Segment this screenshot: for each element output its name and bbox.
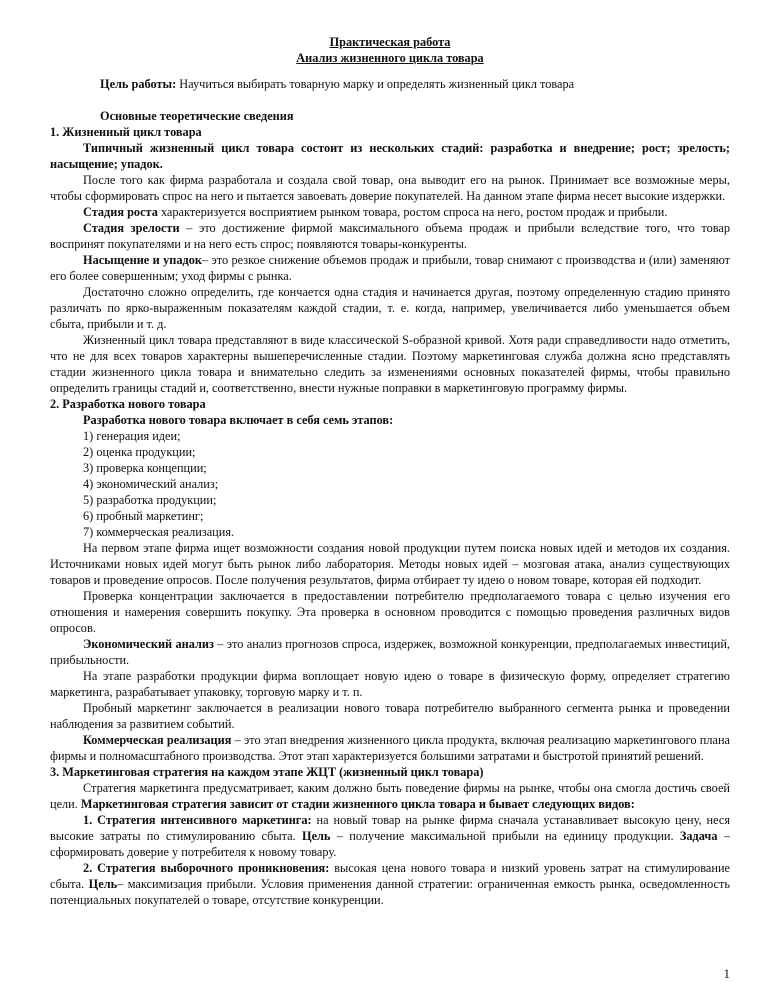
- s2-sub: [50, 412, 730, 428]
- growth-text: характеризуется восприятием рынком товара, ростом спроса на него, ростом продаж и прибыли.: [157, 205, 668, 219]
- decline-term: Насыщение и упадок: [83, 253, 202, 267]
- strategy-2: [50, 860, 730, 908]
- strategy-2-goal-text: – максимизация прибыли. Условия применения данной стратегии: ограниченная емкость рынка, осведомленность потенциальных покупателей о товаре, отсутствие конкуренции.: [50, 877, 730, 907]
- strategy-1: [50, 812, 730, 860]
- s3-intro: [50, 780, 730, 812]
- decline-text: – это резкое снижение объемов продаж и прибыли, товар снимают с производства и (или) заменяют его более совершенным; уход фирмы с рынка.: [50, 253, 730, 283]
- s1-para-1: После того как фирма разработала и создала свой товар, она выводит его на рынок. Принимает все возможные меры, чтобы сформировать спрос на него и пытается завоевать доверие покупателей. На данном этапе фирма несет высокие издержки.: [50, 173, 730, 203]
- s2-para-1: На первом этапе фирма ищет возможности создания новой продукции путем поиска новых идей и методов их создания. Источниками новых идей могут быть рынок либо лаборатория. Методы новых идей – мозговая атака, анализ существующих товаров и проведение опросов. После получения результатов, фирма отбирает ту идею о новом товаре, которая ей подходит.: [50, 541, 730, 587]
- strategy-1-text: на новый товар на рынке фирма сначала устанавливает высокую цену, неся высокие затраты по стимулированию сбыта.: [50, 813, 730, 843]
- page-number: 1: [723, 966, 730, 981]
- strategy-2-goal-label: Цель: [88, 877, 118, 891]
- goal-line: [100, 76, 730, 92]
- s2-econ: [50, 636, 730, 668]
- strategy-1-goal-label: Цель: [302, 829, 331, 843]
- s2-sub-bold: Разработка нового товара включает в себя семь этапов:: [83, 413, 394, 427]
- maturity-term: Стадия зрелости: [83, 221, 180, 235]
- strategy-2-text: высокая цена нового товара и низкий уровень затрат на стимулирование сбыта.: [50, 861, 730, 891]
- section-1-heading: 1. Жизненный цикл товара: [50, 125, 202, 139]
- goal-label: Цель работы:: [100, 77, 177, 91]
- goal-text: Научиться выбирать товарную марку и определять жизненный цикл товара: [176, 77, 575, 91]
- strategy-1-goal-text: – получение максимальной прибыли на единицу продукции.: [330, 829, 680, 843]
- list-item: 4) экономический анализ;: [83, 477, 219, 491]
- theory-heading: Основные теоретические сведения: [100, 109, 294, 123]
- strategy-1-title: 1. Стратегия интенсивного маркетинга:: [83, 813, 312, 827]
- strategy-1-task-label: Задача: [679, 829, 718, 843]
- s2-comm: [50, 732, 730, 764]
- comm-text: – это этап внедрения жизненного цикла продукта, включая реализацию маркетингового плана фирмы и полномасштабного производства. Этот этап характеризуется большими затратами и быстротой принятий решений.: [50, 733, 730, 763]
- s1-intro-bold: Типичный жизненный цикл товара состоит из нескольких стадий: разработка и внедрение; рост; зрелость; насыщение; упадок.: [50, 141, 730, 171]
- section-3-heading: 3. Маркетинговая стратегия на каждом этапе ЖЦТ (жизненный цикл товара): [50, 765, 484, 779]
- list-item: 5) разработка продукции;: [83, 493, 217, 507]
- s1-decline: [50, 252, 730, 284]
- s1-para-2: Достаточно сложно определить, где кончается одна стадия и начинается другая, поэтому определенную стадию принято различать по ярко-выраженным показателям каждой стадии, т. е. когда, например, увеличивается либо уменьшается объем сбыта, прибыли и т. д.: [50, 285, 730, 331]
- maturity-text: – это достижение фирмой максимального объема продаж и прибыли вследствие того, что товар воспринят покупателями и на него есть спрос; появляются товары-конкуренты.: [50, 221, 730, 251]
- s1-growth: [50, 204, 730, 220]
- title-line-1: Практическая работа: [329, 35, 451, 49]
- econ-term: Экономический анализ: [83, 637, 214, 651]
- s2-para-3: На этапе разработки продукции фирма воплощает новую идею о товаре в физическую форму, определяет стратегию маркетинга, разрабатывает упаковку, торговую марку и т. п.: [50, 669, 730, 699]
- list-item: 2) оценка продукции;: [83, 445, 196, 459]
- s1-maturity: [50, 220, 730, 252]
- list-item: 7) коммерческая реализация.: [83, 525, 235, 539]
- growth-term: Стадия роста: [83, 205, 158, 219]
- comm-term: Коммерческая реализация: [83, 733, 232, 747]
- list-item: 6) пробный маркетинг;: [83, 509, 204, 523]
- s3-intro-text: Стратегия маркетинга предусматривает, каким должно быть поведение фирмы на рынке, чтобы она смогла достичь своей цели.: [50, 781, 730, 811]
- list-item: 3) проверка концепции;: [83, 461, 207, 475]
- s1-intro: [50, 140, 730, 172]
- s2-para-4: Пробный маркетинг заключается в реализации нового товара потребителю выбранного сегмента рынка и проведении наблюдения за развитием событий.: [50, 701, 730, 731]
- section-2-heading: 2. Разработка нового товара: [50, 397, 206, 411]
- strategy-2-title: 2. Стратегия выборочного проникновения:: [83, 861, 330, 875]
- s2-para-2: Проверка концентрации заключается в предоставлении потребителю предполагаемого товара с целью изучения его отношения и намерения совершить покупку. Эта проверка в основном проводится с помощью проведения различных видов опросов.: [50, 589, 730, 635]
- title-line-2: Анализ жизненного цикла товара: [296, 51, 484, 65]
- strategy-1-task-text: – сформировать доверие у потребителя к новому товару.: [50, 829, 730, 859]
- s1-para-3: Жизненный цикл товара представляют в виде классической S-образной кривой. Хотя ради справедливости надо отметить, что не для всех товаров характерны вышеперечисленные стадии. Поэтому маркетинговая служба должна ясно представлять стадии жизненного цикла товара и внимательно следить за изменениями основных показателей фирмы, чтобы правильно определить границы стадий и, соответственно, внести нужные поправки в маркетинговую программу фирмы.: [50, 333, 730, 395]
- s3-intro-bold: Маркетинговая стратегия зависит от стадии жизненного цикла товара и бывает следующих видов:: [80, 797, 635, 811]
- list-item: 1) генерация идеи;: [83, 429, 181, 443]
- econ-text: – это анализ прогнозов спроса, издержек, возможной конкуренции, предполагаемых инвестиций, прибыльности.: [50, 637, 730, 667]
